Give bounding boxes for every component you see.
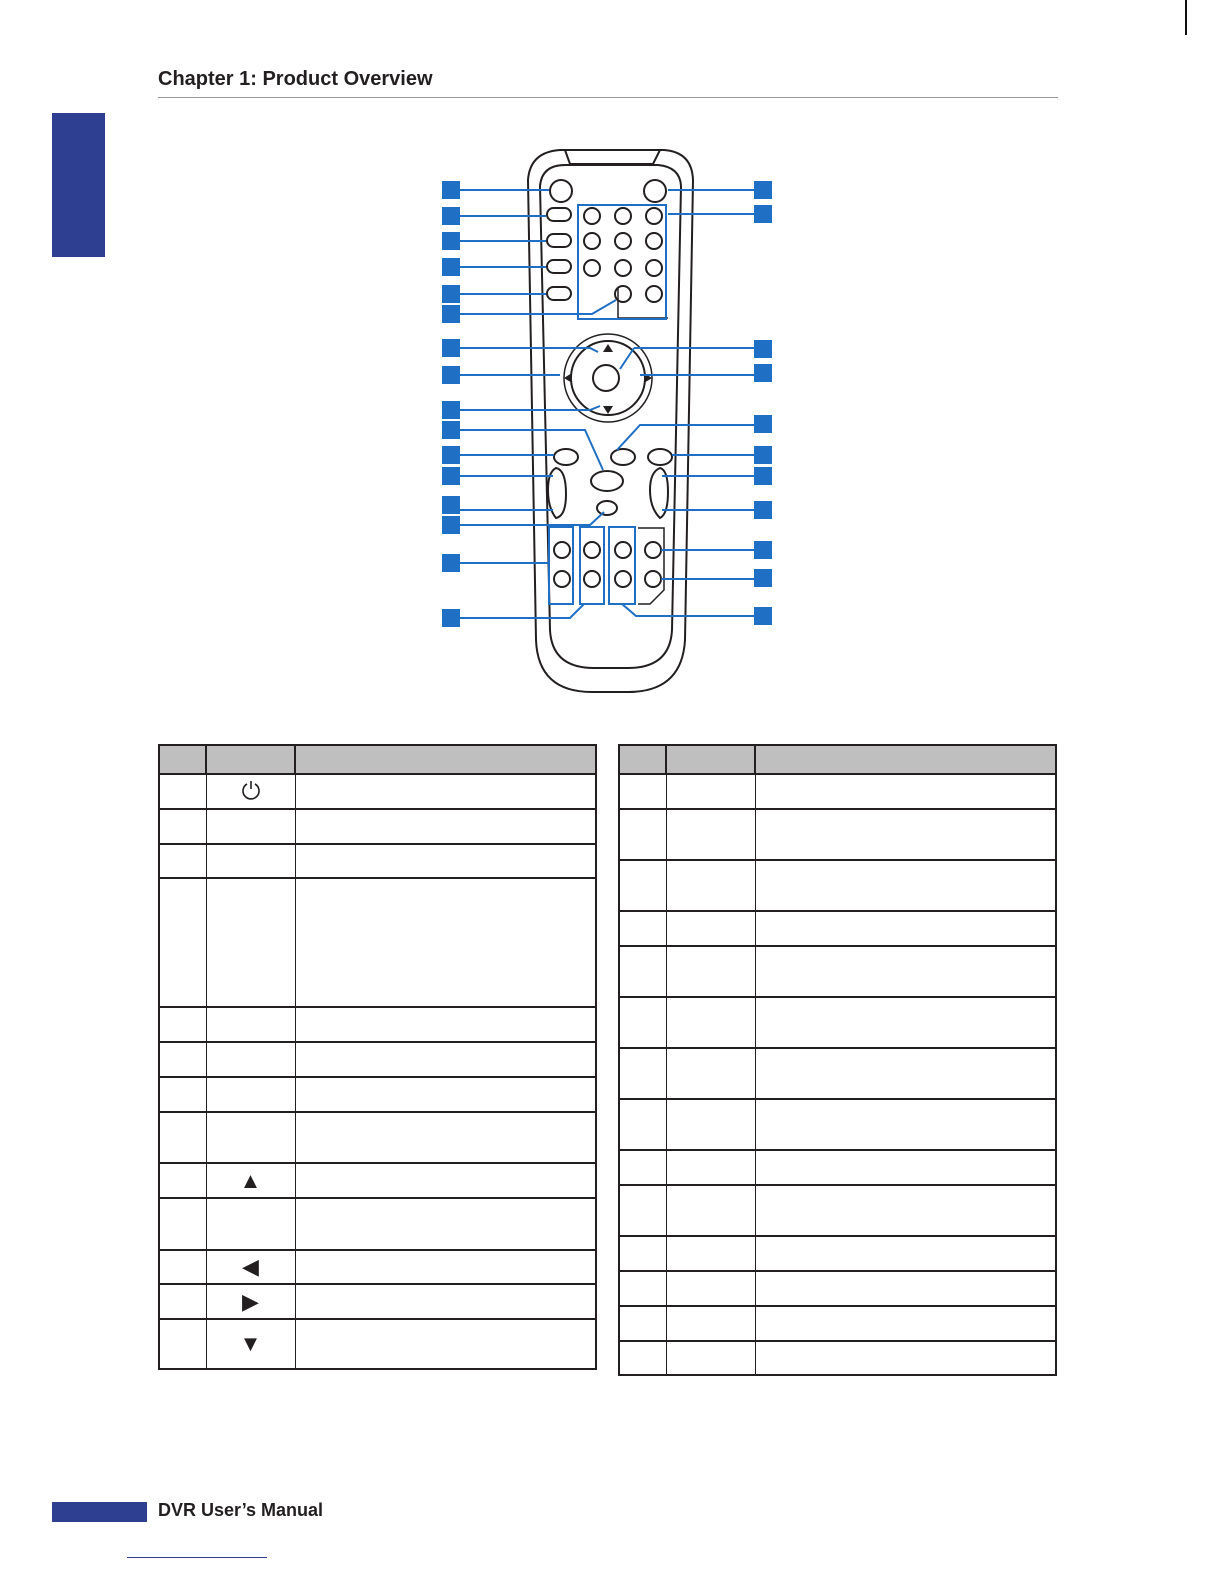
row-number xyxy=(619,1236,666,1271)
row-number xyxy=(159,809,206,844)
row-symbol xyxy=(666,1185,755,1236)
power-icon xyxy=(240,779,262,801)
table-row xyxy=(159,1250,596,1284)
dpad-up-arrow xyxy=(603,344,613,352)
footer-accent-bar xyxy=(52,1502,147,1522)
row-symbol xyxy=(666,1306,755,1341)
row-symbol xyxy=(666,809,755,860)
row-symbol xyxy=(206,1250,295,1284)
header-cell xyxy=(206,745,295,774)
table-row xyxy=(159,878,596,1007)
header-cell xyxy=(619,745,666,774)
pill-button-2 xyxy=(547,234,571,247)
row-description xyxy=(295,774,596,809)
right-key-table xyxy=(618,744,1057,1376)
table-row xyxy=(619,1271,1056,1306)
row-symbol xyxy=(206,1284,295,1319)
row-description xyxy=(295,878,596,1007)
row-number xyxy=(159,1284,206,1319)
table-row xyxy=(619,1341,1056,1375)
table-row xyxy=(159,1284,596,1319)
row-description xyxy=(295,1007,596,1042)
number-pad xyxy=(584,208,662,302)
row-description xyxy=(295,1163,596,1198)
row-symbol xyxy=(206,1007,295,1042)
table-row xyxy=(159,1163,596,1198)
remote-top-cap xyxy=(565,150,660,164)
row-number xyxy=(619,1271,666,1306)
small-oval-button xyxy=(597,501,617,515)
row-description xyxy=(755,997,1056,1048)
header-cell xyxy=(295,745,596,774)
row-number xyxy=(619,860,666,911)
right-arrow-icon: ▶ xyxy=(242,1288,259,1314)
row-symbol xyxy=(666,860,755,911)
row-symbol xyxy=(206,809,295,844)
row-description xyxy=(755,1236,1056,1271)
row-number xyxy=(619,1185,666,1236)
row-number xyxy=(619,1341,666,1375)
header-cell xyxy=(755,745,1056,774)
row-symbol xyxy=(666,911,755,946)
row-number xyxy=(619,774,666,809)
table-row xyxy=(159,1319,596,1369)
row-description xyxy=(295,1284,596,1319)
row-symbol xyxy=(666,1341,755,1375)
menu-button xyxy=(554,449,578,465)
callout-markers xyxy=(442,181,772,627)
header-cell xyxy=(666,745,755,774)
row-symbol xyxy=(666,1271,755,1306)
row-symbol xyxy=(666,946,755,997)
row-symbol xyxy=(206,1198,295,1250)
up-arrow-icon: ▲ xyxy=(239,1167,262,1193)
row-number xyxy=(619,1048,666,1099)
row-symbol xyxy=(206,878,295,1007)
table-row xyxy=(619,1185,1056,1236)
table-row xyxy=(159,1112,596,1163)
table-row xyxy=(619,911,1056,946)
row-symbol xyxy=(666,997,755,1048)
row-number xyxy=(159,1007,206,1042)
left-key-table xyxy=(158,744,597,1370)
table-row xyxy=(159,1007,596,1042)
row-number xyxy=(159,1077,206,1112)
top-right-button xyxy=(644,180,666,202)
table-row xyxy=(619,809,1056,860)
table-row xyxy=(619,997,1056,1048)
pill-button-1 xyxy=(547,208,571,221)
table-header-row xyxy=(159,745,596,774)
row-description xyxy=(295,1198,596,1250)
row-symbol xyxy=(666,1099,755,1150)
row-description xyxy=(755,946,1056,997)
dpad-enter-button xyxy=(593,365,619,391)
row-number xyxy=(619,809,666,860)
row-symbol xyxy=(206,1319,295,1369)
row-number xyxy=(159,1198,206,1250)
row-description xyxy=(755,1185,1056,1236)
row-description xyxy=(755,911,1056,946)
row-symbol xyxy=(666,1048,755,1099)
pill-button-4 xyxy=(547,287,571,300)
header-cell xyxy=(159,745,206,774)
row-description xyxy=(755,1099,1056,1150)
dpad-outer xyxy=(571,341,645,415)
table-row xyxy=(159,809,596,844)
dpad-down-arrow xyxy=(603,406,613,414)
table-row xyxy=(619,860,1056,911)
left-arrow-icon: ◀ xyxy=(242,1254,259,1279)
row-description xyxy=(755,1150,1056,1185)
row-symbol xyxy=(666,1236,755,1271)
row-symbol xyxy=(666,1150,755,1185)
row-description xyxy=(755,1271,1056,1306)
remote-inner-outline xyxy=(540,165,681,668)
row-number xyxy=(619,946,666,997)
table-row xyxy=(619,1306,1056,1341)
row-description xyxy=(295,1042,596,1077)
row-description xyxy=(755,774,1056,809)
large-oval-button xyxy=(591,471,623,491)
table-row xyxy=(619,774,1056,809)
row-description xyxy=(755,809,1056,860)
remote-control-diagram xyxy=(0,0,1224,720)
down-arrow-icon: ▼ xyxy=(239,1331,262,1356)
row-symbol xyxy=(206,1112,295,1163)
table-row xyxy=(159,1077,596,1112)
bottom-button-grid xyxy=(554,542,661,587)
table-row xyxy=(619,1099,1056,1150)
row-description xyxy=(295,1112,596,1163)
table-row xyxy=(159,774,596,809)
page-title: Chapter 1: Product Overview xyxy=(158,68,433,90)
row-symbol xyxy=(206,1163,295,1198)
table-row xyxy=(159,1042,596,1077)
row-description xyxy=(295,809,596,844)
center-button xyxy=(611,449,635,465)
row-number xyxy=(159,1163,206,1198)
row-description xyxy=(295,844,596,878)
row-number xyxy=(159,1042,206,1077)
row-symbol xyxy=(666,774,755,809)
row-number xyxy=(619,1099,666,1150)
row-description xyxy=(755,1341,1056,1375)
table-row xyxy=(159,1198,596,1250)
row-description xyxy=(755,860,1056,911)
row-symbol xyxy=(206,774,295,809)
row-symbol xyxy=(206,844,295,878)
row-description xyxy=(295,1319,596,1369)
row-symbol xyxy=(206,1042,295,1077)
right-button xyxy=(648,449,672,465)
table-row xyxy=(619,1150,1056,1185)
row-number xyxy=(159,844,206,878)
table-row xyxy=(159,844,596,878)
row-number xyxy=(159,878,206,1007)
footer-manual-title: DVR User’s Manual xyxy=(158,1500,324,1520)
row-symbol xyxy=(206,1077,295,1112)
row-description xyxy=(755,1048,1056,1099)
row-number xyxy=(619,1150,666,1185)
row-description xyxy=(295,1250,596,1284)
power-button xyxy=(550,180,572,202)
table-row xyxy=(619,1048,1056,1099)
footer-divider xyxy=(127,1557,267,1558)
row-number xyxy=(159,774,206,809)
row-number xyxy=(619,911,666,946)
row-number xyxy=(619,997,666,1048)
table-row xyxy=(619,1236,1056,1271)
pill-button-3 xyxy=(547,260,571,273)
table-header-row xyxy=(619,745,1056,774)
row-number xyxy=(619,1306,666,1341)
remote-body xyxy=(528,150,693,692)
row-number xyxy=(159,1319,206,1369)
row-description xyxy=(755,1306,1056,1341)
table-row xyxy=(619,946,1056,997)
dpad-left-arrow xyxy=(564,373,572,383)
row-number xyxy=(159,1112,206,1163)
row-description xyxy=(295,1077,596,1112)
row-number xyxy=(159,1250,206,1284)
